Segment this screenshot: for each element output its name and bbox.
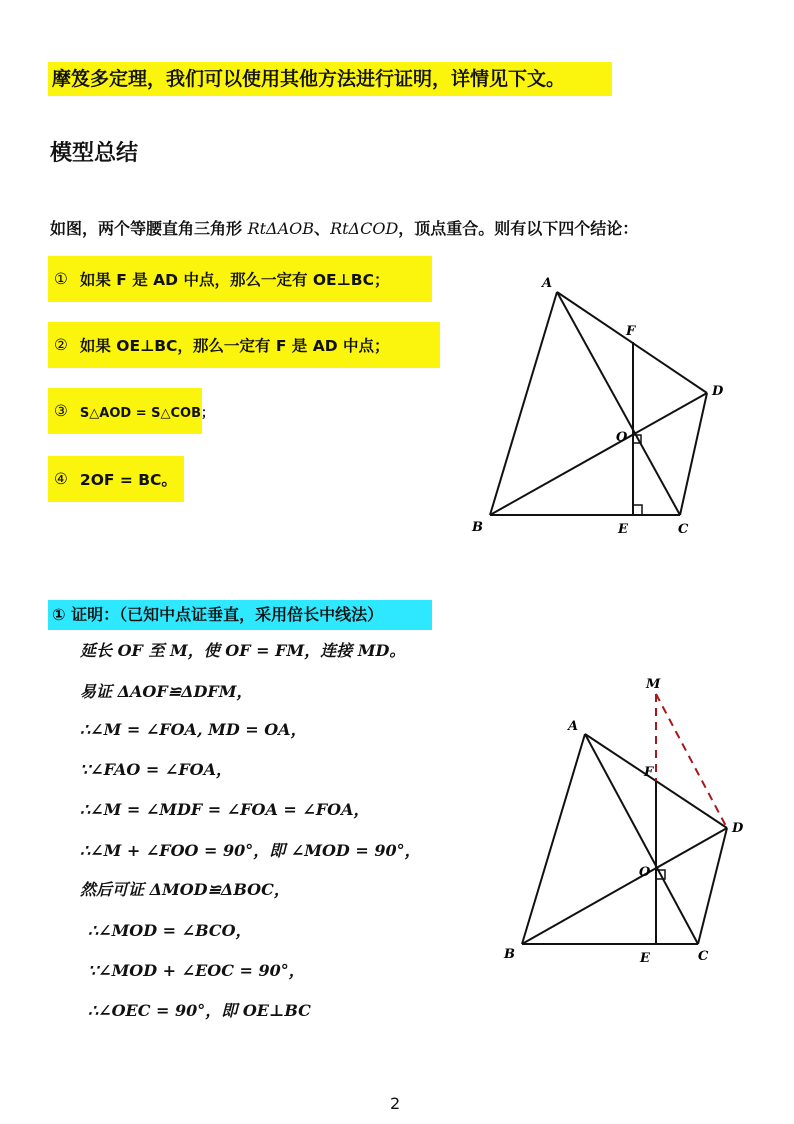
conclusion-2-text: 如果 OE⊥BC，那么一定有 F 是 AD 中点； xyxy=(79,337,390,355)
fig1-line-ab xyxy=(490,292,557,515)
conclusion-3-text: S△AOD = S△COB； xyxy=(79,405,214,421)
figure-2 xyxy=(490,664,770,974)
conclusion-4-number: ④ xyxy=(54,470,68,488)
conclusion-3-number: ③ xyxy=(54,402,68,420)
lead-sentence xyxy=(50,216,638,239)
proof-line-5: ∴∠M = ∠MDF = ∠FOA = ∠FOA， xyxy=(80,800,370,819)
fig2-label-o: O xyxy=(639,865,651,880)
proof-line-7: 然后可证 ΔMOD≌ΔBOC， xyxy=(80,880,290,899)
proof-line-3: ∴∠M = ∠FOA, MD = OA， xyxy=(80,720,307,739)
lead-triangle-2: RtΔCOD xyxy=(330,219,399,238)
lead-prefix: 如图，两个等腰直角三角形 xyxy=(50,219,248,238)
fig2-line-dc xyxy=(698,828,727,944)
fig1-label-a: A xyxy=(542,276,553,291)
fig1-label-o: O xyxy=(616,430,628,445)
figure-1 xyxy=(460,265,750,545)
conclusion-4 xyxy=(48,456,184,502)
fig2-label-e: E xyxy=(640,951,650,966)
proof-title: ① 证明：（已知中点证垂直，采用倍长中线法） xyxy=(48,600,432,630)
proof-line-2: 易证 ΔAOF≌ΔDFM， xyxy=(80,682,253,701)
page-number: 2 xyxy=(390,1094,401,1113)
fig2-label-a: A xyxy=(568,719,579,734)
lead-triangle-1: RtΔAOB xyxy=(247,219,315,238)
conclusion-3 xyxy=(48,388,214,434)
fig2-label-c: C xyxy=(698,949,709,964)
fig1-line-ac xyxy=(557,292,680,515)
fig2-line-ab xyxy=(522,734,585,944)
fig2-line-ac xyxy=(585,734,698,944)
conclusion-1 xyxy=(48,256,432,302)
conclusion-2 xyxy=(48,322,440,368)
fig2-line-bd xyxy=(522,828,727,944)
proof-line-8: ∴∠MOD = ∠BCO， xyxy=(88,921,252,940)
fig2-label-m: M xyxy=(646,677,661,692)
fig2-label-f: F xyxy=(644,765,654,780)
conclusion-2-number: ② xyxy=(54,336,68,354)
proof-line-10: ∴∠OEC = 90°，即 OE⊥BC xyxy=(88,1001,311,1020)
fig1-label-e: E xyxy=(618,522,628,537)
intro-text: 摩笈多定理，我们可以使用其他方法进行证明，详情见下文。 xyxy=(48,62,612,96)
fig1-label-b: B xyxy=(472,520,483,535)
proof-line-9: ∵∠MOD + ∠EOC = 90°， xyxy=(88,961,305,980)
fig1-label-d: D xyxy=(712,384,724,399)
fig1-label-f: F xyxy=(626,324,636,339)
conclusion-4-text: 2OF = BC。 xyxy=(79,471,177,489)
fig2-label-d: D xyxy=(732,821,744,836)
proof-line-4: ∵∠FAO = ∠FOA， xyxy=(80,760,233,779)
section-heading: 模型总结 xyxy=(50,141,139,166)
lead-suffix: ，顶点重合。则有以下四个结论： xyxy=(398,219,639,238)
fig1-line-dc xyxy=(680,393,707,515)
fig1-line-bd xyxy=(490,393,707,515)
fig2-label-b: B xyxy=(504,947,515,962)
lead-sep: 、 xyxy=(314,219,331,238)
fig2-dashed-md xyxy=(656,694,727,828)
fig1-right-angle-e xyxy=(633,505,642,515)
conclusion-1-number: ① xyxy=(54,270,68,288)
conclusion-1-text: 如果 F 是 AD 中点，那么一定有 OE⊥BC； xyxy=(79,271,390,289)
fig1-label-c: C xyxy=(678,522,689,537)
proof-line-1: 延长 OF 至 M，使 OF = FM，连接 MD。 xyxy=(80,641,406,660)
proof-line-6: ∴∠M + ∠FOO = 90°，即 ∠MOD = 90°， xyxy=(80,841,421,860)
